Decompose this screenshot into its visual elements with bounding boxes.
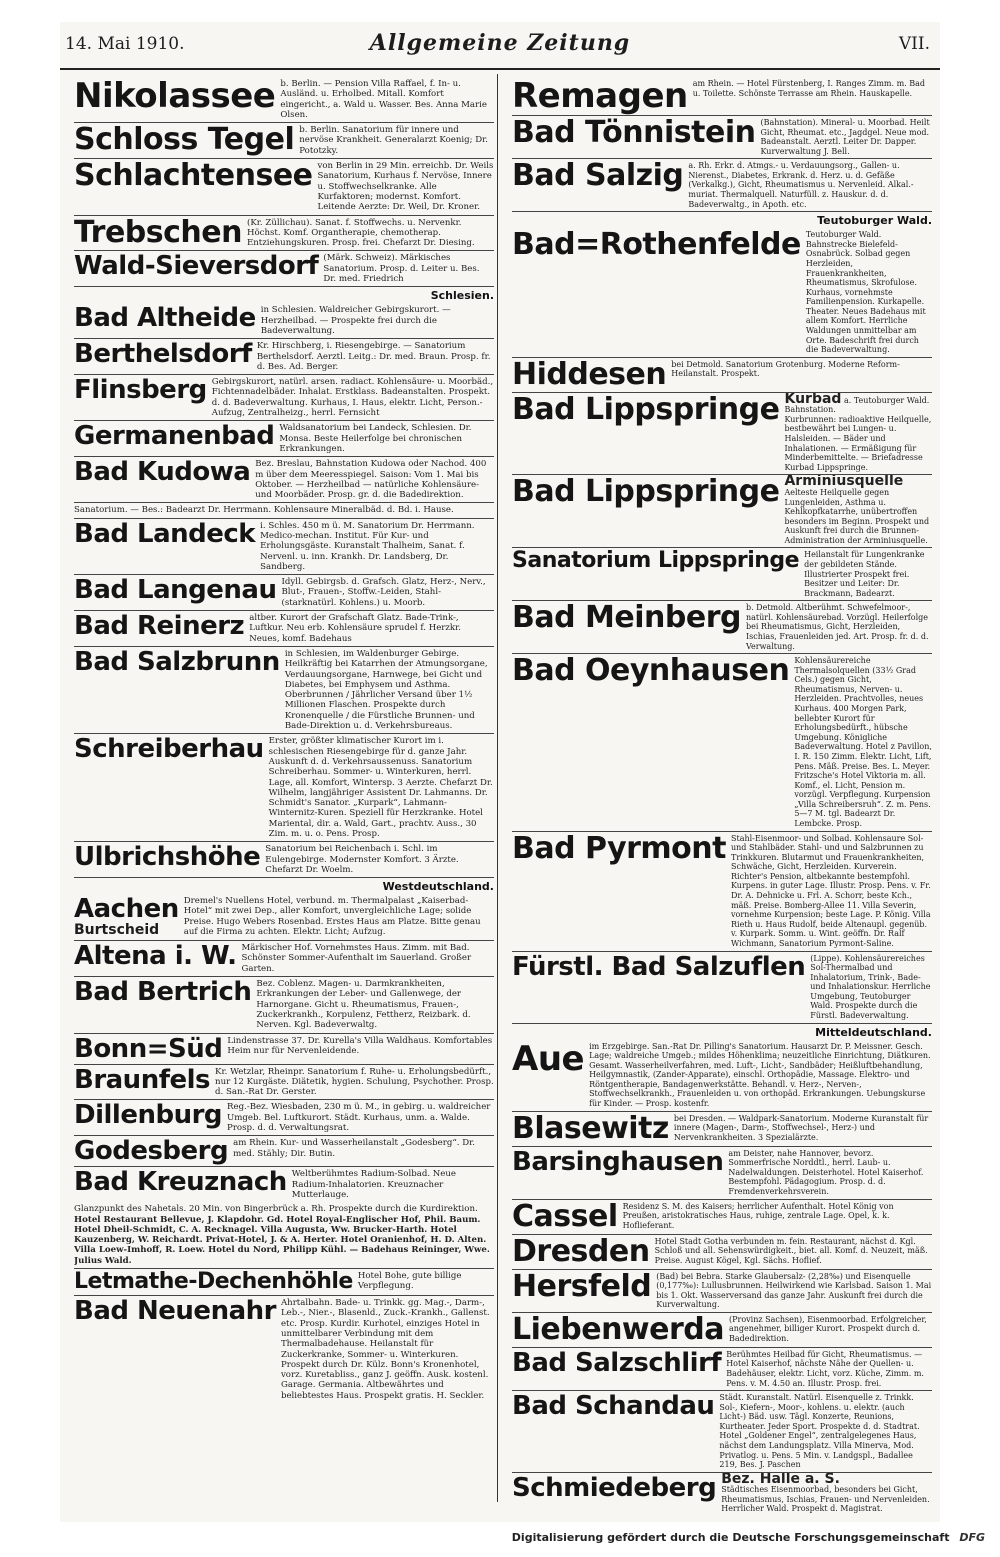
ad-text: Idyll. Gebirgsb. d. Grafsch. Glatz, Herz-, Nerv., Blut-, Frauen-, Stoffw.-Leiden, Stahl- (starknatürl. Kohlens.) u. Moorb. bbox=[281, 577, 486, 608]
ad-hersfeld bbox=[512, 1270, 932, 1313]
left-column bbox=[74, 77, 494, 1403]
ad-text: Sanatorium. — Bes.: Badearzt Dr. Herrmann. Kohlensaure Mineralbäd. d. Bd. i. Hause. bbox=[74, 505, 454, 516]
ad-text: Kohlensäurereiche Thermalsolquellen (33½ Grad Cels.) gegen Gicht, Rheumatismus, Nerven- u. Herzleiden. Prachtvolles, neues Kurhaus. 400 Morgen Park, bellebter Kurort für Erholungsbedürft., hübsche Umgebung. Königliche Badeverwaltung. Hotel z Pavillon, I. R. 150 Zimm. Elektr. Licht, Lift, Pens. Mäß. Preise. Bes. L. Meyer. Fritzsche's Hotel Viktoria m. all. Komf., el. Licht, Pension m. vorzügl. Verpflegung. Kurpension „Villa Schreibersruh“. Z. m. Pens. 5—7 M. tgl. Badearzt Dr. Lembcke. Prosp. bbox=[794, 656, 932, 828]
ad-kreuznach-hotels bbox=[74, 1202, 494, 1269]
ad-bad-rothenfelde bbox=[512, 228, 932, 358]
ad-text: Kr. Hirschberg, i. Riesengebirge. — Sanatorium Berthelsdorf. Aerztl. Leitg.: Dr. med. Braun. Prosp. fr. d. Bes. Ad. Berger. bbox=[256, 341, 491, 372]
ad-text: Hotel Stadt Gotha verbunden m. fein. Restaurant, nächst d. Kgl. Schloß und all. Sehenswürdigkeit., biet. all. Komf. d. Neuzeit, mäß. Preise. August Kögel, Kgl. Sächs. Hoflief. bbox=[654, 1236, 928, 1265]
ad-liebenwerda bbox=[512, 1313, 932, 1348]
ad-text: Kr. Wetzlar, Rheinpr. Sanatorium f. Ruhe- u. Erholungsbedürft., nur 12 Kurgäste. Diätetik, hygien. Schulung, Psychother. Prosp. d. San.-Rat Dr. Gerster. bbox=[215, 1066, 494, 1098]
ad-text: in Schlesien. Waldreicher Gebirgskurort. — Herzheilbad. — Prospekte frei durch die Badeverwaltung. bbox=[260, 305, 451, 336]
ad-text: b. Berlin. Sanatorium für innere und nervöse Krankheit. Generalarzt Koenig; Dr. Pototzky. bbox=[299, 125, 489, 156]
ad-title: Aachen bbox=[74, 894, 179, 925]
ad-title: Bad Neuenahr bbox=[74, 1296, 276, 1327]
ad-bonn-sued bbox=[74, 1034, 494, 1065]
masthead: Allgemeine Zeitung bbox=[369, 30, 631, 56]
ad-title: Bad Landeck bbox=[74, 518, 256, 549]
ad-subtitle: Arminiusquelle bbox=[784, 475, 904, 490]
ad-title: Bad Lippspringe bbox=[512, 475, 780, 510]
ad-bad-salzschlirf bbox=[512, 1348, 932, 1391]
ad-text: bei Dresden. — Waldpark-Sanatorium. Moderne Kuranstalt für innere (Magen-, Darm-, Stoffwechsel-, Herz-) und Nervenkrankheiten. 3 Spezialärzte. bbox=[673, 1113, 929, 1142]
ad-text bbox=[779, 392, 932, 473]
ad-text: Sanatorium bei Reichenbach i. Schl. im Eulengebirge. Modernster Komfort. 3 Ärzte. Chefarzt Dr. Woelm. bbox=[265, 844, 459, 875]
ad-text: Stahl-Eisenmoor- und Solbad. Kohlensaure Sol- und Stahlbäder. Stahl- und und Salzbrunnen zu Trinkkuren. Blutarmut und Frauenkrankheiten, Schwäche, Gicht, Herzleiden. Kurverein. Richter's Pension, altbekannte bestempfohl. Kurpens. in guter Lage. Illustr. Prosp. Pens. v. Fr. Dr. A. Dehnicke u. Frl. A. Schorr, beste Kch., mäß. Preise. Bomberg-Allee 11. Villa Severin, vornehme Kurpension; beste Lage. P. König. Villa Rieth u. Haus Rudolf, beide Altenaupl. gegenüb. v. Kurpark. Somm. u. Wint. geöffn. Dr. Ralf Wichmann, Sanatorium Pyrmont-Saline. bbox=[731, 833, 931, 948]
ad-body: Aelteste Heilquelle gegen Lungenleiden, Asthma u. Kehlkopfkatarrhe, unübertroffen besonders im Beginn. Prospekt und Auskunft frei durch die Brunnen-Administration der Arminiusquelle. bbox=[784, 487, 930, 545]
ad-text: Hotel Bohe, gute billige Verpflegung. bbox=[357, 1271, 462, 1292]
ad-bad-oeynhausen bbox=[512, 654, 932, 831]
ad-title: Braunfels bbox=[74, 1064, 211, 1095]
ad-bad-kreuznach bbox=[74, 1167, 494, 1202]
ad-schmiedeberg bbox=[512, 1473, 932, 1516]
ad-title: Bad Pyrmont bbox=[512, 831, 726, 866]
ad-title: Bad Tönnistein bbox=[512, 116, 756, 150]
ad-text: Bez. Coblenz. Magen- u. Darmkrankheiten, Erkrankungen der Leber- und Gallenwege, der Harnorgane. Gicht u. Rheumatismus, Frauen-, Zuckerkrankh., Korpulenz, Fettherz, Reizbark. d. Nerven. Kgl. Badeverwaltg. bbox=[256, 979, 471, 1031]
ad-title: Bad Altheide bbox=[74, 303, 256, 334]
ad-text: bei Detmold. Sanatorium Grotenburg. Moderne Reform-Heilanstalt. Prospekt. bbox=[671, 359, 900, 379]
ad-barsinghausen bbox=[512, 1147, 932, 1200]
ad-blasewitz bbox=[512, 1112, 932, 1147]
ad-bad-neuenahr bbox=[74, 1296, 494, 1403]
header-rule bbox=[60, 68, 940, 70]
ad-subtitle: Bez. Halle a. S. bbox=[721, 1472, 840, 1487]
funding-notice: Digitalisierung gefördert durch die Deutsche Forschungsgemeinschaft bbox=[511, 1531, 950, 1544]
ad-kudowa-sanatorium bbox=[74, 503, 494, 518]
ad-text: Erster, größter klimatischer Kurort im i. schlesischen Riesengebirge für d. ganze Jahr. Auskunft d. d. Verkehrsaussenuss. Sanatorium Schreiberhau. Sommer- u. Winterkuren, herrl. Lage, all. Komfort, Wintersp. 3 Aerzte. Chefarzt Dr. Wilhelm, langjähriger Assistent Dr. Lahmanns. Dr. Schmidt's Sanator. „Kurpark“, Lahmann-Winternitz-Kuren. Speziell für Herzkranke. Hotel Mariental, dir. a. Wald, Gart., prachtv. Auss., 30 Zim. m. u. o. Pens. Prosp. bbox=[268, 736, 493, 839]
ad-text: (Bad) bei Bebra. Starke Glaubersalz- (2,28‰) und Eisenquelle (0,177‰): Lullusbrunnen. Heilwirkend wie Karlsbad. Saison 1. Mai bis 1. Okt. Wasserversand das ganze Jahr. Auskunft frei durch die Kurverwaltung. bbox=[656, 1271, 932, 1310]
ad-text: Märkischer Hof. Vornehmstes Haus. Zimm. mit Bad. Schönster Sommer-Aufenthalt im Sauerland. Großer Garten. bbox=[241, 943, 472, 974]
ad-text: Glanzpunkt des Nahetals. 20 Min. von Bingerbrück a. Rh. Prospekte durch die Kurdirektion. bbox=[74, 1204, 478, 1215]
ad-bad-salzuflen bbox=[512, 952, 932, 1024]
ad-bad-pyrmont bbox=[512, 832, 932, 952]
ad-body: Städtisches Eisenmoorbad, besonders bei Gicht, Rheumatismus, Ischias, Frauen- und Nervenleiden. Herrlicher Wald. Prospekt d. Magistrat. bbox=[721, 1485, 930, 1514]
ad-berthelsdorf bbox=[74, 339, 494, 375]
ad-title: Cassel bbox=[512, 1199, 618, 1234]
ad-body: Kurbrunnen: radioaktive Heilquelle, bestbewährt bei Lungen- u. Halsleiden. — Bäder und Inhalationen. — Ermäßigung für Minderbemittelte. — Briefadresse Kurbad Lippspringe. bbox=[784, 414, 932, 472]
ad-title: Bad Salzbrunn bbox=[74, 646, 280, 677]
ad-bad-salzig bbox=[512, 159, 932, 212]
ad-letmathe bbox=[74, 1269, 494, 1296]
ad-text: in Schlesien, im Waldenburger Gebirge. Heilkräftig bei Katarrhen der Atmungsorgane, Verdauungsorgane, Harnwege, bei Gicht und Diabetes, bei Emphysem und Asthma. Oberbrunnen / Jährlicher Versand über 1½ Millionen Flaschen. Prospekte durch Kronenquelle / die Fürstliche Brunnen- und Bade-Direktion u. d. Verkehrsbureaus. bbox=[284, 648, 488, 732]
ad-title: Bad Bertrich bbox=[74, 977, 252, 1008]
ad-title: Godesberg bbox=[74, 1136, 229, 1167]
ad-subtitle: Kurbad bbox=[784, 392, 842, 407]
ad-remagen bbox=[512, 77, 932, 116]
ad-text: am Rhein. — Hotel Fürstenberg, I. Ranges Zimm. m. Bad u. Toilette. Schönste Terrasse am Rhein. Hauskapelle. bbox=[692, 79, 926, 98]
ad-title: Bonn=Süd bbox=[74, 1033, 223, 1064]
ad-text: b. Berlin. — Pension Villa Raffael, f. In- u. Ausländ. u. Erholbed. Mitall. Komfort eingericht., a. Wald u. Wasser. Bes. Anna Marie Olsen. bbox=[280, 79, 487, 120]
dfg-logo: DFG bbox=[959, 1531, 985, 1544]
ad-dillenburg bbox=[74, 1100, 494, 1136]
ad-text: b. Detmold. Altberühmt. Schwefelmoor-, natürl. Kohlensäurebad. Vorzügl. Heilerfolge bei Rheumatismus, Gicht, Herzleiden, Ischias, Frauenleiden jed. Art. Prosp. fr. d. d. Verwaltung. bbox=[745, 603, 929, 651]
ad-title: Germanenbad bbox=[74, 421, 275, 452]
ad-title: Bad Salzschlirf bbox=[512, 1347, 722, 1378]
ad-bad-schandau bbox=[512, 1391, 932, 1473]
region-heading-westdeutschland: Westdeutschland. bbox=[382, 880, 494, 894]
digitization-footer bbox=[512, 1531, 985, 1544]
ad-schloss-tegel bbox=[74, 123, 494, 159]
ad-text: Waldsanatorium bei Landeck, Schlesien. Dr. Monsa. Beste Heilerfolge bei chronischen Erkrankungen. bbox=[279, 423, 472, 454]
ad-bad-altheide bbox=[74, 303, 494, 339]
running-header bbox=[60, 30, 940, 62]
ad-text: (Lippe). Kohlensäurereiches Sol-Thermalbad und Inhalatorium, Trink-, Bade- und Inhalationskur. Herrliche Umgebung, Teutoburger Wald. Prospekte durch die Fürstl. Badeverwaltung. bbox=[810, 953, 931, 1020]
ad-title: Hersfeld bbox=[512, 1269, 652, 1304]
ad-title: Bad Kreuznach bbox=[74, 1167, 287, 1198]
ad-bad-reinerz bbox=[74, 611, 494, 647]
ad-title: Dillenburg bbox=[74, 1100, 223, 1131]
ad-bad-kudowa bbox=[74, 457, 494, 503]
ad-title-group bbox=[512, 392, 780, 427]
ad-text: Lindenstrasse 37. Dr. Kurella's Villa Waldhaus. Komfortables Heim nur für Nervenleidende. bbox=[227, 1035, 493, 1056]
ad-title: Sanatorium Lippspringe bbox=[512, 548, 800, 574]
ad-godesberg bbox=[74, 1136, 494, 1167]
ad-title: Liebenwerda bbox=[512, 1312, 724, 1347]
ad-dresden bbox=[512, 1235, 932, 1270]
ad-altena bbox=[74, 941, 494, 977]
ad-title: Nikolassee bbox=[74, 77, 276, 116]
ad-title: Schreiberhau bbox=[74, 734, 264, 765]
ad-text bbox=[779, 477, 932, 545]
ad-trebschen bbox=[74, 216, 494, 252]
ad-title: Bad Meinberg bbox=[512, 601, 741, 636]
ad-bad-landeck bbox=[74, 519, 494, 575]
ad-title: Remagen bbox=[512, 77, 688, 116]
ad-bad-meinberg bbox=[512, 601, 932, 654]
ad-sanatorium-lippspringe bbox=[512, 548, 932, 601]
ad-text: altber. Kurort der Grafschaft Glatz. Bade-Trink-, Luftkur. Neu erb. Kohlensäure sprudel f. Herzkr. Neues, komf. Badehaus bbox=[249, 613, 462, 644]
ad-title: Bad Lippspringe bbox=[512, 392, 780, 427]
ad-subtitle: Burtscheid bbox=[74, 922, 160, 939]
ad-text: am Rhein. Kur- und Wasserheilanstalt „Godesberg“. Dr. med. Stähly; Dir. Butin. bbox=[233, 1138, 476, 1159]
ad-nikolassee bbox=[74, 77, 494, 123]
ad-hotel-list: Hotel Restaurant Bellevue, J. Klapdohr. Gd. Hotel Royal-Englischer Hof, Phil. Baum. Hotel Dheil-Schmidt, C. A. Recknagel. Villa Augusta, Ww. Brucker-Harth. Hotel Kauzenberg, W. Reichardt. Privat-Hotel, J. & A. Herter. Hotel Oranienhof, H. D. Alten. Villa Loew-Imhoff, R. Loew. Hotel du Nord, Philipp Kühl. — Badehaus Reininger, Wwe. Julius Wald. bbox=[74, 1214, 490, 1266]
ad-schlachtensee bbox=[74, 159, 494, 215]
ad-title: Fürstl. Bad Salzuflen bbox=[512, 951, 806, 982]
ad-title: Bad Reinerz bbox=[74, 611, 245, 642]
ad-text: Residenz S. M. des Kaisers; herrlicher Aufenthalt. Hotel König von Preußen, aristokratisches Haus, ruhige, zentrale Lage. Opel, k. k. Hoflieferant. bbox=[622, 1201, 894, 1230]
ad-flinsberg bbox=[74, 375, 494, 421]
ad-title: Berthelsdorf bbox=[74, 339, 252, 370]
ad-title: Bad Oeynhausen bbox=[512, 654, 790, 689]
ad-text: Gebirgskurort, natürl. arsen. radiact. Kohlensäure- u. Moorbäd., Fichtennadelbäder. Inhalat. Erstklass. Badeanstalten. Prospekt. d. d. Badeverwaltung. Kurhaus, I. Haus, elektr. Licht, Person.-Aufzug, Zentralheizg., herrl. Fernsicht bbox=[211, 377, 494, 419]
ad-text bbox=[716, 1472, 932, 1514]
ad-text: Berühmtes Heilbad für Gicht, Rheumatismus. — Hotel Kaiserhof, nächste Nähe der Quellen- u. Badehäuser, elektr. Licht, vorz. Küche, Zimm. m. Pens. v. M. 4.50 an. Illustr. Prosp. frei. bbox=[726, 1349, 924, 1388]
ad-text: am Deister, nahe Hannover, bevorz. Sommerfrische Norddtl., herrl. Laub- u. Nadelwaldungen. Deisterhotel. Hotel Kaiserhof. Bestempfohl. Pädagogium. Prosp. d. d. Fremdenverkehrsverein. bbox=[728, 1148, 924, 1196]
ad-title: Schloss Tegel bbox=[74, 123, 295, 158]
ad-text: (Provinz Sachsen), Eisenmoorbad. Erfolgreicher, angenehmer, billiger Kurort. Prospekt durch d. Badedirektion. bbox=[729, 1314, 927, 1343]
ad-aachen bbox=[74, 894, 494, 941]
ad-title: Bad=Rothenfelde bbox=[512, 228, 801, 263]
region-heading-schlesien: Schlesien. bbox=[430, 289, 494, 303]
right-column bbox=[512, 77, 932, 1516]
ad-wald-sieversdorf bbox=[74, 251, 494, 287]
ad-lippspringe-arminiusquelle bbox=[512, 475, 932, 548]
ad-title: Bad Salzig bbox=[512, 159, 684, 194]
ad-cassel bbox=[512, 1200, 932, 1235]
ad-title: Bad Schandau bbox=[512, 1391, 715, 1422]
ad-text: (Bahnstation). Mineral- u. Moorbad. Heilt Gicht, Rheumat. etc., Jagdgel. Neue mod. Badeanstalt. Aerztl. Leiter Dr. Dapper. Kurverwaltung J. Bell. bbox=[760, 118, 930, 156]
ad-text: (Märk. Schweiz). Märkisches Sanatorium. Prosp. d. Leiter u. Bes. Dr. med. Friedrich bbox=[323, 253, 480, 285]
region-heading-teutoburger-wald: Teutoburger Wald. bbox=[817, 214, 932, 228]
ad-text: (Kr. Züllichau). Sanat. f. Stoffwechs. u. Nervenkr. Höchst. Komf. Organtherapie, chemotherap. Entziehungskuren. Prosp. frei. Chefarzt Dr. Diesing. bbox=[247, 217, 475, 249]
ad-title: Bad Kudowa bbox=[74, 457, 251, 488]
ad-title: Flinsberg bbox=[74, 375, 207, 406]
ad-title: Schmiedeberg bbox=[512, 1472, 717, 1503]
newspaper-page bbox=[60, 22, 940, 1522]
ad-text: im Erzgebirge. San.-Rat Dr. Pilling's Sanatorium. Hausarzt Dr. P. Meissner. Gesch. Lage; waldreiche Umgeb.; mildes Höhenklima; neuzeitliche Einrichtung, Diätkuren. Gesamt. Wasserheilverfahren, med. Luft-, Licht-, Sandbäder; Heißluftbehandlung, Heilgymnastik, (Zander-Apparate), einschl. Orthopädie, Massage. Elektro- und Röntgentherapie, Bandagenwerkstätte. Behandl. v. Herz-, Nerven-, Stoffwechselkrankh., Frauenleiden u. von orthopäd. Erkrankungen. Uebungskurse für Kinder. — Prosp. kostenfr. bbox=[589, 1041, 931, 1109]
ad-title: Bad Langenau bbox=[74, 575, 277, 606]
ad-text: Ahrtalbahn. Bade- u. Trinkk. gg. Mag.-, Darm-, Leb.-, Nier.-, Blasenld., Zuck.-Krankh., Gallenst. etc. Prosp. Kurdir. Kurhotel, einziges Hotel in unmittelbarer Verbindung mit dem Thermalbadehause. Heilanstalt für Zuckerkranke, Sommer- u. Winterkuren. Prospekt durch Dr. Külz. Bonn's Kronenhotel, vorz. Kuretabliss., ganz J. geöffn. Ausk. kostenl. Garage. Germania. Altbewährtes und beliebtestes Haus. Prospekt gratis. H. Seckler. bbox=[280, 1298, 490, 1401]
ad-title: Altena i. W. bbox=[74, 941, 237, 972]
ad-title: Ulbrichshöhe bbox=[74, 842, 261, 873]
ad-title: Letmathe-Dechenhöhle bbox=[74, 1269, 353, 1295]
ad-title-group bbox=[74, 896, 179, 938]
ad-title: Trebschen bbox=[74, 215, 242, 250]
ad-text: Dremel's Nuellens Hotel, verbund. m. Thermalpalast „Kaiserbad-Hotel“ mit zwei Dep., aller Komfort, unvergleichliche Lage; solide Preise. Hugo Webers Rosenbad. Erstes Haus am Platze. Bitte genau auf die Firma zu achten. Elektr. Licht; Aufzug. bbox=[183, 896, 481, 938]
ad-braunfels bbox=[74, 1065, 494, 1101]
region-heading-mitteldeutschland: Mitteldeutschland. bbox=[815, 1025, 932, 1039]
ad-title: Aue bbox=[512, 1039, 585, 1079]
ad-text: Bez. Breslau, Bahnstation Kudowa oder Nachod. 400 m über dem Meeresspiegel. Saison: Vom 1. Mai bis Oktober. — Herzheilbad — natürliche Kohlensäure- und Moorbäder. Prosp. gr. d. die Badedirektion. bbox=[255, 459, 487, 501]
ad-hiddesen bbox=[512, 358, 932, 393]
ad-text: Städt. Kuranstalt. Natürl. Eisenquelle z. Trinkk. Sol-, Kiefern-, Moor-, kohlens. u. elektr. (auch Licht-) Bäd. usw. Tägl. Konzerte, Reunions, Kurtheater. Jeder Sport. Prospekte d. d. Stadtrat. Hotel „Goldener Engel“, zentralgelegenes Haus, nächst dem Landungsplatz. Villa Minerva, Mod. Privatlog. u. Pens. 5 Min. v. Landgspl., Badallee 219, Bes. J. Paschen bbox=[719, 1393, 920, 1470]
ad-text: Weltberühmtes Radium-Solbad. Neue Radium-Inhalatorien. Kreuznacher Mutterlauge. bbox=[291, 1169, 457, 1200]
column-divider bbox=[497, 74, 498, 1502]
ad-germanenbad bbox=[74, 421, 494, 457]
issue-date: 14. Mai 1910. bbox=[65, 34, 185, 54]
ad-title: Dresden bbox=[512, 1234, 650, 1269]
ad-title: Schlachtensee bbox=[74, 159, 313, 194]
ad-lippspringe-kurbad bbox=[512, 393, 932, 476]
ad-aue bbox=[512, 1040, 932, 1112]
ad-ulbrichshoehe bbox=[74, 842, 494, 878]
ad-title: Hiddesen bbox=[512, 357, 667, 392]
ad-bad-salzbrunn bbox=[74, 647, 494, 734]
ad-text: a. Rh. Erkr. d. Atmgs.- u. Verdauungsorg., Gallen- u. Nierenst., Diabetes, Erkrank. d. Herz. u. d. Gefäße (Verkalkg.), Gicht, Rheumatismus u. Nervenleid. Alkal.-muriat. Thermalquell. Naturfüll. z. Hauskur. d. d. Badeverwaltg., in Apoth. etc. bbox=[688, 161, 914, 209]
ad-title: Blasewitz bbox=[512, 1111, 669, 1146]
ad-text: Reg.-Bez. Wiesbaden, 230 m ü. M., in gebirg. u. waldreicher Umgeb. Bel. Luftkurort. Städt. Kurhaus, unm. a. Walde. Prosp. d. d. Verwaltungsrat. bbox=[227, 1102, 491, 1134]
ad-text: Heilanstalt für Lungenkranke der gebildeten Stände. Illustrierter Prospekt frei. Besitzer und Leiter: Dr. Brackmann, Badearzt. bbox=[804, 550, 925, 598]
ad-bad-bertrich bbox=[74, 977, 494, 1033]
ad-bad-toennistein bbox=[512, 116, 932, 159]
ad-schreiberhau bbox=[74, 734, 494, 842]
ad-text: von Berlin in 29 Min. erreichb. Dr. Weils Sanatorium, Kurhaus f. Nervöse, Innere u. Stoffwechselkranke. Alle Kurfaktoren; modernst. Komfort. Leitende Aerzte: Dr. Weil, Dr. Kroner. bbox=[317, 161, 494, 213]
ad-text: i. Schles. 450 m ü. M. Sanatorium Dr. Herrmann. Medico-mechan. Institut. Für Kur- und Erholungsgäste. Kuranstalt Thalheim, Sanat. f. Nervenl. u. inn. Krankh. Dr. Landsberg, Dr. Sandberg. bbox=[260, 520, 475, 572]
ad-text: Teutoburger Wald. Bahnstrecke Bielefeld-Osnabrück. Solbad gegen Herzleiden, Frauenkrankheiten, Rheumatismus, Skrofulose. Kurhaus, vornehmste Familienpension. Kurkapelle. Theater. Neues Badehaus mit allem Komfort. Herrliche Waldungen unmittelbar am Orte. Badeschrift frei durch die Badeverwaltung. bbox=[805, 230, 926, 355]
ad-title: Barsinghausen bbox=[512, 1146, 724, 1177]
ad-aside: a. Teutoburger Wald. Bahnstation. bbox=[784, 395, 930, 415]
page-number: VII. bbox=[898, 34, 930, 54]
ad-title: Wald-Sieversdorf bbox=[74, 251, 319, 282]
ad-bad-langenau bbox=[74, 575, 494, 611]
